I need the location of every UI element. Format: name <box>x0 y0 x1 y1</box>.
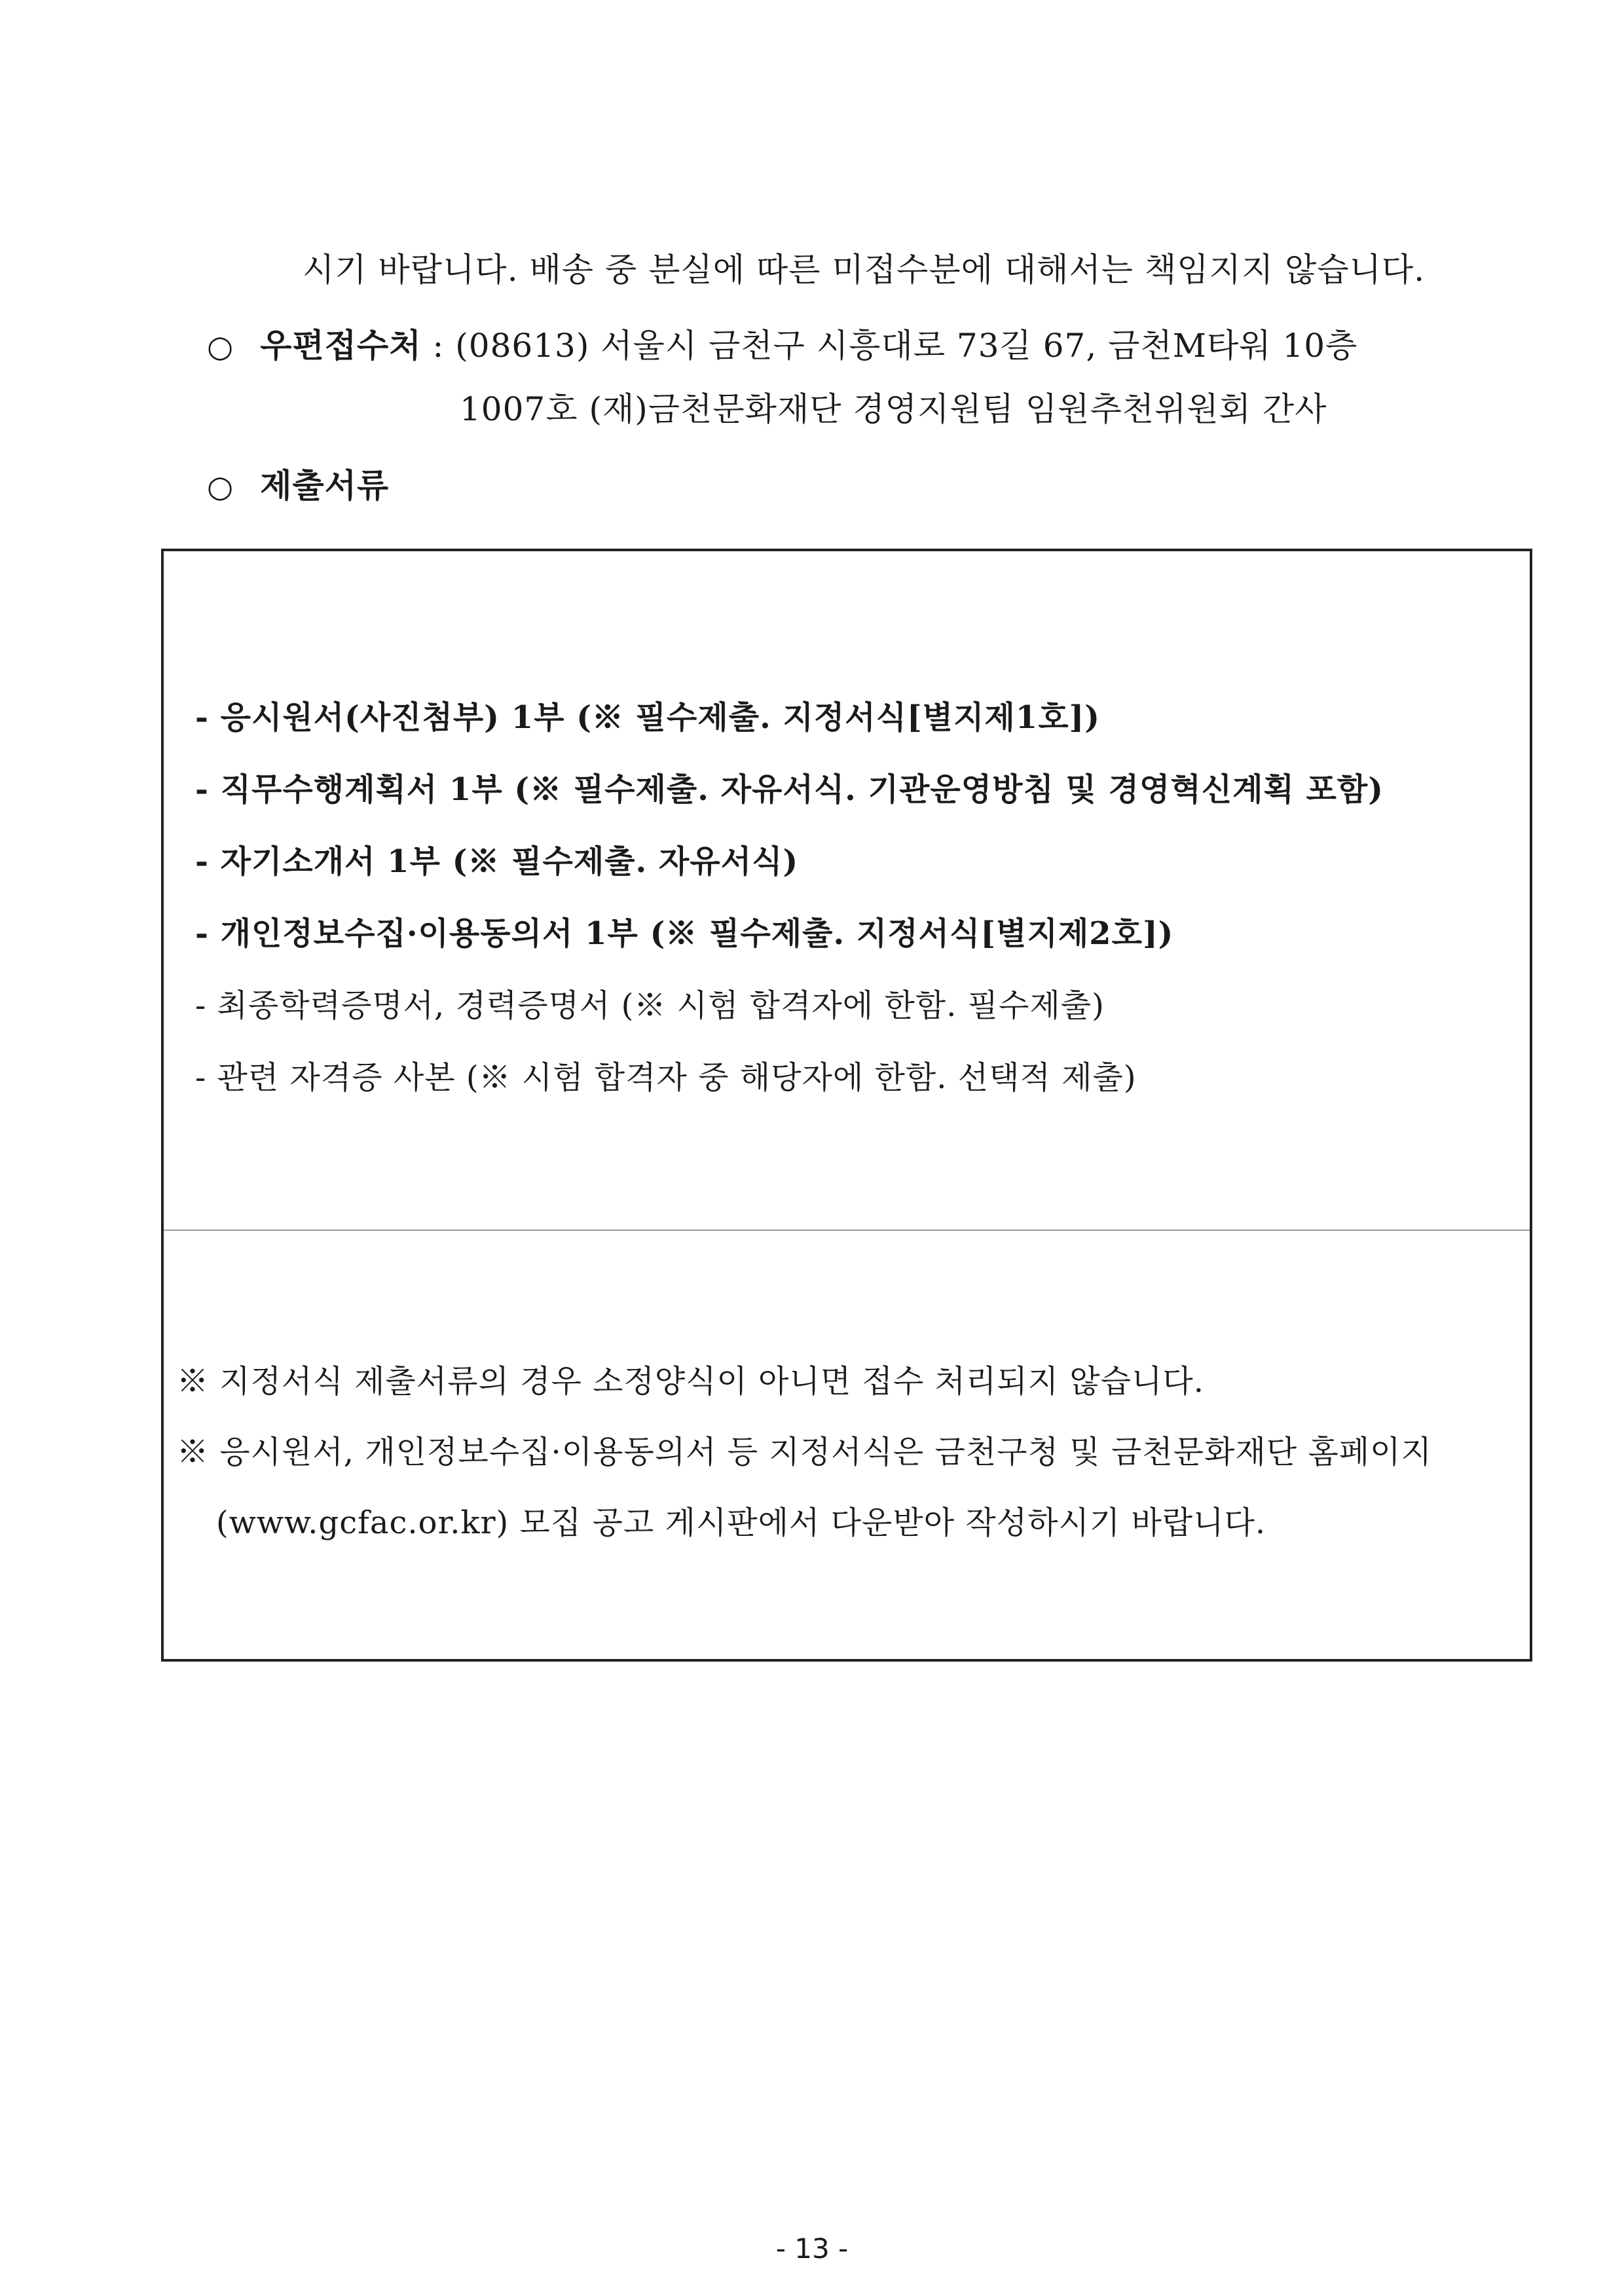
intro-text: 시기 바랍니다. 배송 중 분실에 따른 미접수분에 대해서는 책임지지 않습니다. <box>303 251 1426 289</box>
document-item: - 자기소개서 1부 (※ 필수제출. 자유서식) <box>195 843 799 880</box>
box-divider <box>164 1230 1530 1231</box>
documents-heading <box>207 466 389 506</box>
document-item: - 직무수행계획서 1부 (※ 필수제출. 자유서식. 기관운영방침 및 경영혁신계획 포함) <box>195 771 1384 808</box>
mail-address-line1: : (08613) 서울시 금천구 시흥대로 73길 67, 금천M타워 10층 <box>421 327 1358 365</box>
page-number: - 13 - <box>775 2232 849 2265</box>
circle-bullet-icon: ○ <box>207 329 234 364</box>
mail-address-line2: 1007호 (재)금천문화재단 경영지원팀 임원추천위원회 간사 <box>460 390 1327 428</box>
document-note: ※ 지정서식 제출서류의 경우 소정양식이 아니면 접수 처리되지 않습니다. <box>177 1363 1204 1400</box>
document-item: - 최종학력증명서, 경력증명서 (※ 시험 합격자에 한함. 필수제출) <box>195 987 1105 1024</box>
circle-bullet-icon: ○ <box>207 469 234 504</box>
document-note: (www.gcfac.or.kr) 모집 공고 게시판에서 다운받아 작성하시기 바랍니다. <box>216 1504 1266 1541</box>
documents-box <box>161 549 1532 1662</box>
document-item: - 응시원서(사진첨부) 1부 (※ 필수제출. 지정서식[별지제1호]) <box>195 699 1100 736</box>
document-item: - 개인정보수집·이용동의서 1부 (※ 필수제출. 지정서식[별지제2호]) <box>195 915 1174 952</box>
document-item: - 관련 자격증 사본 (※ 시험 합격자 중 해당자에 한함. 선택적 제출) <box>195 1059 1137 1096</box>
documents-label: 제출서류 <box>260 466 390 505</box>
mail-address-heading <box>207 326 1357 366</box>
mail-address-label: 우편접수처 <box>260 326 422 365</box>
document-note: ※ 응시원서, 개인정보수집·이용동의서 등 지정서식은 금천구청 및 금천문화재단 홈페이지 <box>177 1434 1432 1470</box>
